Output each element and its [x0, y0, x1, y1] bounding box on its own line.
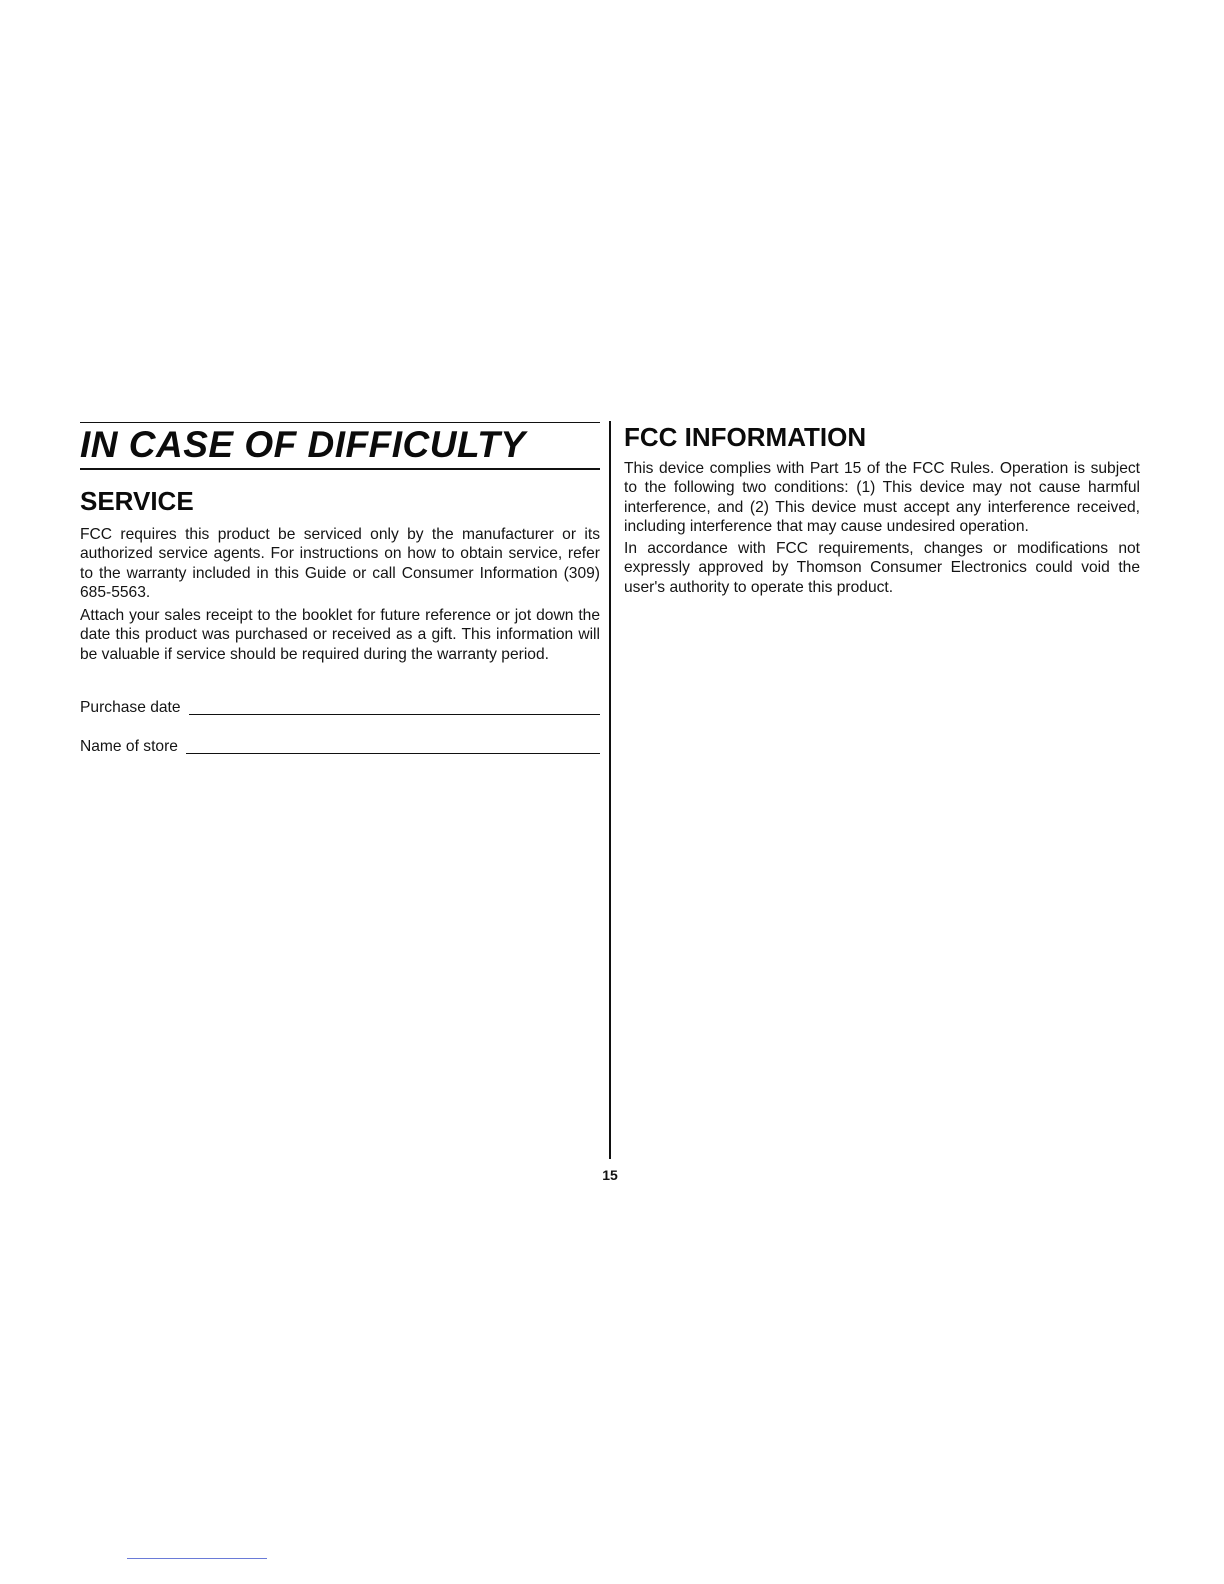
purchase-date-blank-line — [189, 700, 600, 715]
scan-artifact-line — [127, 1558, 267, 1559]
store-name-blank-line — [186, 739, 600, 754]
service-paragraph-2: Attach your sales receipt to the booklet for future reference or jot down the date this product was purchased or received as a gift. This information will be valuable if service should be required during the warranty period. — [80, 607, 600, 663]
store-name-field — [80, 737, 600, 757]
service-heading: SERVICE — [80, 486, 194, 516]
title-underline — [80, 468, 600, 470]
fcc-paragraph-2: In accordance with FCC requirements, changes or modifications not expressly approved by Thomson Consumer Electronics could void the user's authority to operate this product. — [624, 540, 1140, 596]
page-title: IN CASE OF DIFFICULTY — [80, 424, 526, 465]
top-rule — [80, 422, 600, 423]
fcc-heading: FCC INFORMATION — [624, 422, 867, 452]
purchase-date-field — [80, 698, 600, 718]
fcc-paragraph-1: This device complies with Part 15 of the FCC Rules. Operation is subject to the following two conditions: (1) This device may not cause harmful interference, and (2) This device must accept any interference received, including interference that may cause undesired operation. — [624, 460, 1140, 536]
page-number: 15 — [602, 1167, 618, 1183]
service-paragraph-1: FCC requires this product be serviced only by the manufacturer or its authorized service agents. For instructions on how to obtain service, refer to the warranty included in this Guide or call Consumer Information (309) 685-5563. — [80, 526, 600, 602]
store-name-label: Name of store — [80, 738, 178, 755]
column-divider — [609, 421, 611, 1159]
purchase-date-label: Purchase date — [80, 699, 181, 716]
